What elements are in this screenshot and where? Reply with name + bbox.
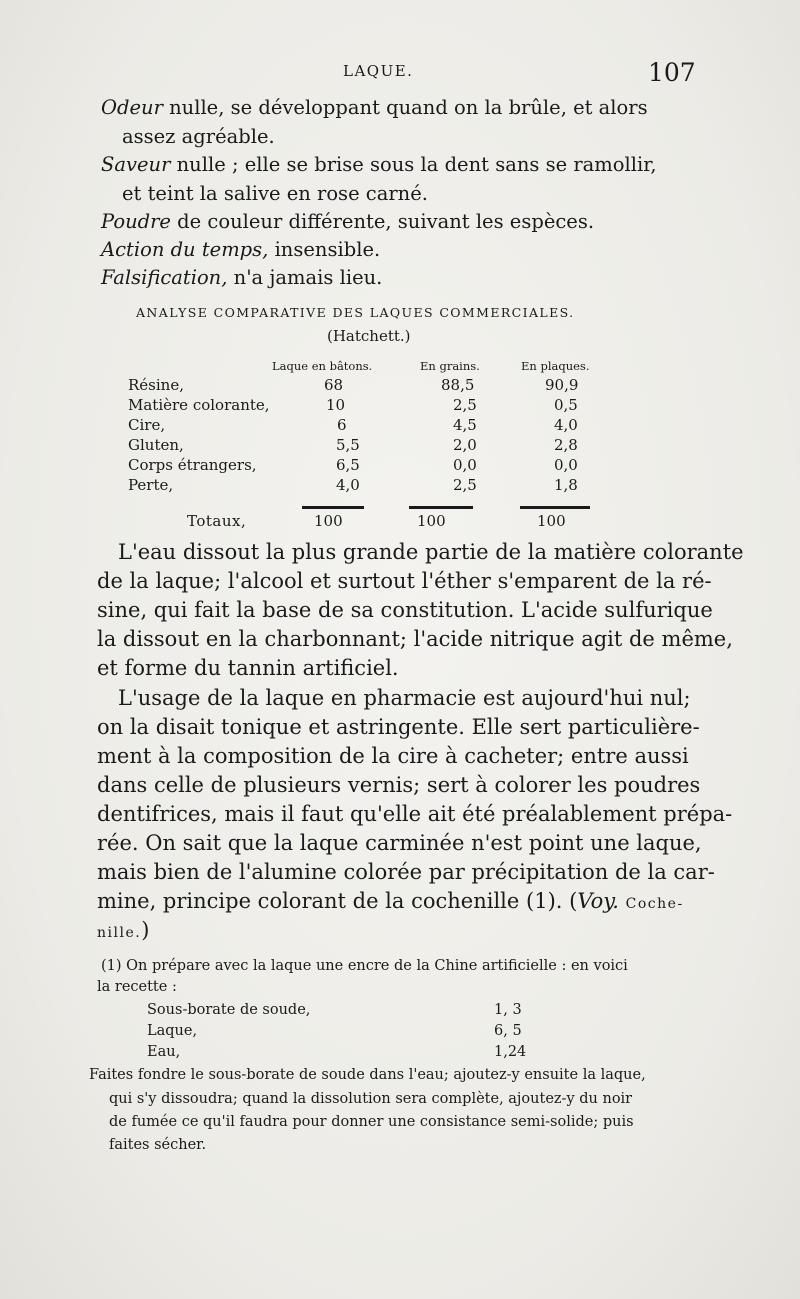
cell: 5,5 (336, 436, 360, 454)
sum-rule (520, 506, 590, 509)
text-line (97, 920, 149, 941)
footnote-line: la recette : (97, 979, 177, 995)
cell: 2,5 (453, 396, 477, 414)
cell: 0,0 (453, 456, 477, 474)
column-header: En grains. (420, 359, 480, 373)
cross-reference-open: ( (569, 889, 578, 913)
footnote-line: faites sécher. (109, 1137, 207, 1153)
property-term: Saveur (101, 153, 171, 176)
cross-reference-close: ) (141, 918, 150, 942)
property-term: Poudre (101, 210, 171, 233)
cell: 1,8 (554, 476, 578, 494)
property-line (101, 240, 380, 260)
property-text: nulle ; elle se brise sous la dent sans se ramollir, (170, 153, 657, 176)
sum-rule (409, 506, 473, 509)
property-continuation: et teint la salive en rose carné. (122, 182, 428, 205)
text-segment: mine, principe colorant de la cochenille (97, 889, 520, 913)
cross-reference-term-end: nille. (97, 925, 142, 941)
table-row (0, 436, 800, 456)
cell: 4,0 (554, 416, 578, 434)
property-text: n'a jamais lieu. (227, 266, 383, 289)
text-line (97, 891, 684, 912)
recipe-item: Eau, (147, 1044, 181, 1060)
property-line (101, 98, 648, 118)
text-line: de la laque; l'alcool et surtout l'éther s'emparent de la ré- (97, 569, 712, 593)
cell: 6,5 (336, 456, 360, 474)
total-cell: 100 (314, 512, 343, 530)
table-row (0, 376, 800, 396)
text-line: dentifrices, mais il faut qu'elle ait été préalablement prépa- (97, 802, 733, 826)
recipe-quantity: 1, 3 (494, 1002, 522, 1018)
total-cell: 100 (537, 512, 566, 530)
cell: 2,5 (453, 476, 477, 494)
property-line (101, 212, 594, 232)
table-source: (Hatchett.) (327, 327, 411, 345)
table-row (0, 416, 800, 436)
recipe-quantity: 6, 5 (494, 1023, 522, 1039)
text-line: on la disait tonique et astringente. Elle sert particulière- (97, 715, 700, 739)
text-line: mais bien de l'alumine colorée par précipitation de la car- (97, 860, 715, 884)
cell: 90,9 (545, 376, 579, 394)
cell: 0,0 (554, 456, 578, 474)
recipe-item: Laque, (147, 1023, 198, 1039)
column-header: Laque en bâtons. (272, 359, 373, 373)
footnote-line (101, 959, 628, 974)
footnote-line: de fumée ce qu'il faudra pour donner une consistance semi-solide; puis (109, 1114, 634, 1130)
property-term: Action du temps, (101, 238, 269, 261)
property-line (101, 268, 382, 288)
recipe-item: Sous-borate de soude, (147, 1002, 311, 1018)
footnote-mark: (1) (101, 958, 122, 974)
footnote-line: Faites fondre le sous-borate de soude dans l'eau; ajoutez-y ensuite la laque, (89, 1067, 646, 1083)
table-row (0, 456, 800, 476)
column-header: En plaques. (521, 359, 590, 373)
property-text: nulle, se développant quand on la brûle, et alors (162, 96, 648, 119)
cell: 0,5 (554, 396, 578, 414)
property-text: de couleur différente, suivant les espèces. (170, 210, 595, 233)
totals-label: Totaux, (187, 512, 247, 530)
text-line: ment à la composition de la cire à cacheter; entre aussi (97, 744, 689, 768)
row-label: Gluten, (128, 436, 184, 454)
running-header (0, 58, 800, 88)
cell: 68 (324, 376, 344, 394)
cross-reference-term: Coche- (625, 896, 684, 912)
footnote-text: On prépare avec la laque une encre de la Chine artificielle : en voici (121, 958, 628, 974)
text-line: et forme du tannin artificiel. (97, 656, 399, 680)
cell: 4,5 (453, 416, 477, 434)
cell: 2,0 (453, 436, 477, 454)
row-label: Perte, (128, 476, 174, 494)
text-line: la dissout en la charbonnant; l'acide nitrique agit de même, (97, 627, 733, 651)
text-line: dans celle de plusieurs vernis; sert à colorer les poudres (97, 773, 701, 797)
property-line (101, 155, 657, 175)
recipe-quantity: 1,24 (494, 1044, 527, 1060)
property-continuation: assez agréable. (122, 125, 275, 148)
table-row (0, 396, 800, 416)
cell: 6 (337, 416, 347, 434)
cell: 10 (326, 396, 346, 414)
cell: 4,0 (336, 476, 360, 494)
text-line: L'usage de la laque en pharmacie est aujourd'hui nul; (118, 686, 691, 710)
row-label: Matière colorante, (128, 396, 270, 414)
total-cell: 100 (417, 512, 446, 530)
row-label: Corps étrangers, (128, 456, 257, 474)
table-row (0, 476, 800, 496)
text-line: sine, qui fait la base de sa constitution. L'acide sulfurique (97, 598, 713, 622)
property-text: insensible. (268, 238, 381, 261)
running-title: LAQUE. (343, 62, 414, 80)
table-title: ANALYSE COMPARATIVE DES LAQUES COMMERCIALES. (136, 305, 575, 320)
text-line: rée. On sait que la laque carminée n'est point une laque, (97, 831, 702, 855)
sum-rule (302, 506, 364, 509)
note-reference: (1). (526, 889, 563, 913)
property-term: Falsification, (101, 266, 228, 289)
cell: 2,8 (554, 436, 578, 454)
cell: 88,5 (441, 376, 475, 394)
property-term: Odeur (101, 96, 163, 119)
row-label: Résine, (128, 376, 184, 394)
page-number: 107 (648, 58, 696, 87)
footnote-line: qui s'y dissoudra; quand la dissolution sera complète, ajoutez-y du noir (109, 1091, 633, 1107)
row-label: Cire, (128, 416, 166, 434)
text-line: L'eau dissout la plus grande partie de la matière colorante (118, 540, 744, 564)
totals-row (0, 512, 800, 532)
cross-reference-voy: Voy. (577, 889, 619, 913)
